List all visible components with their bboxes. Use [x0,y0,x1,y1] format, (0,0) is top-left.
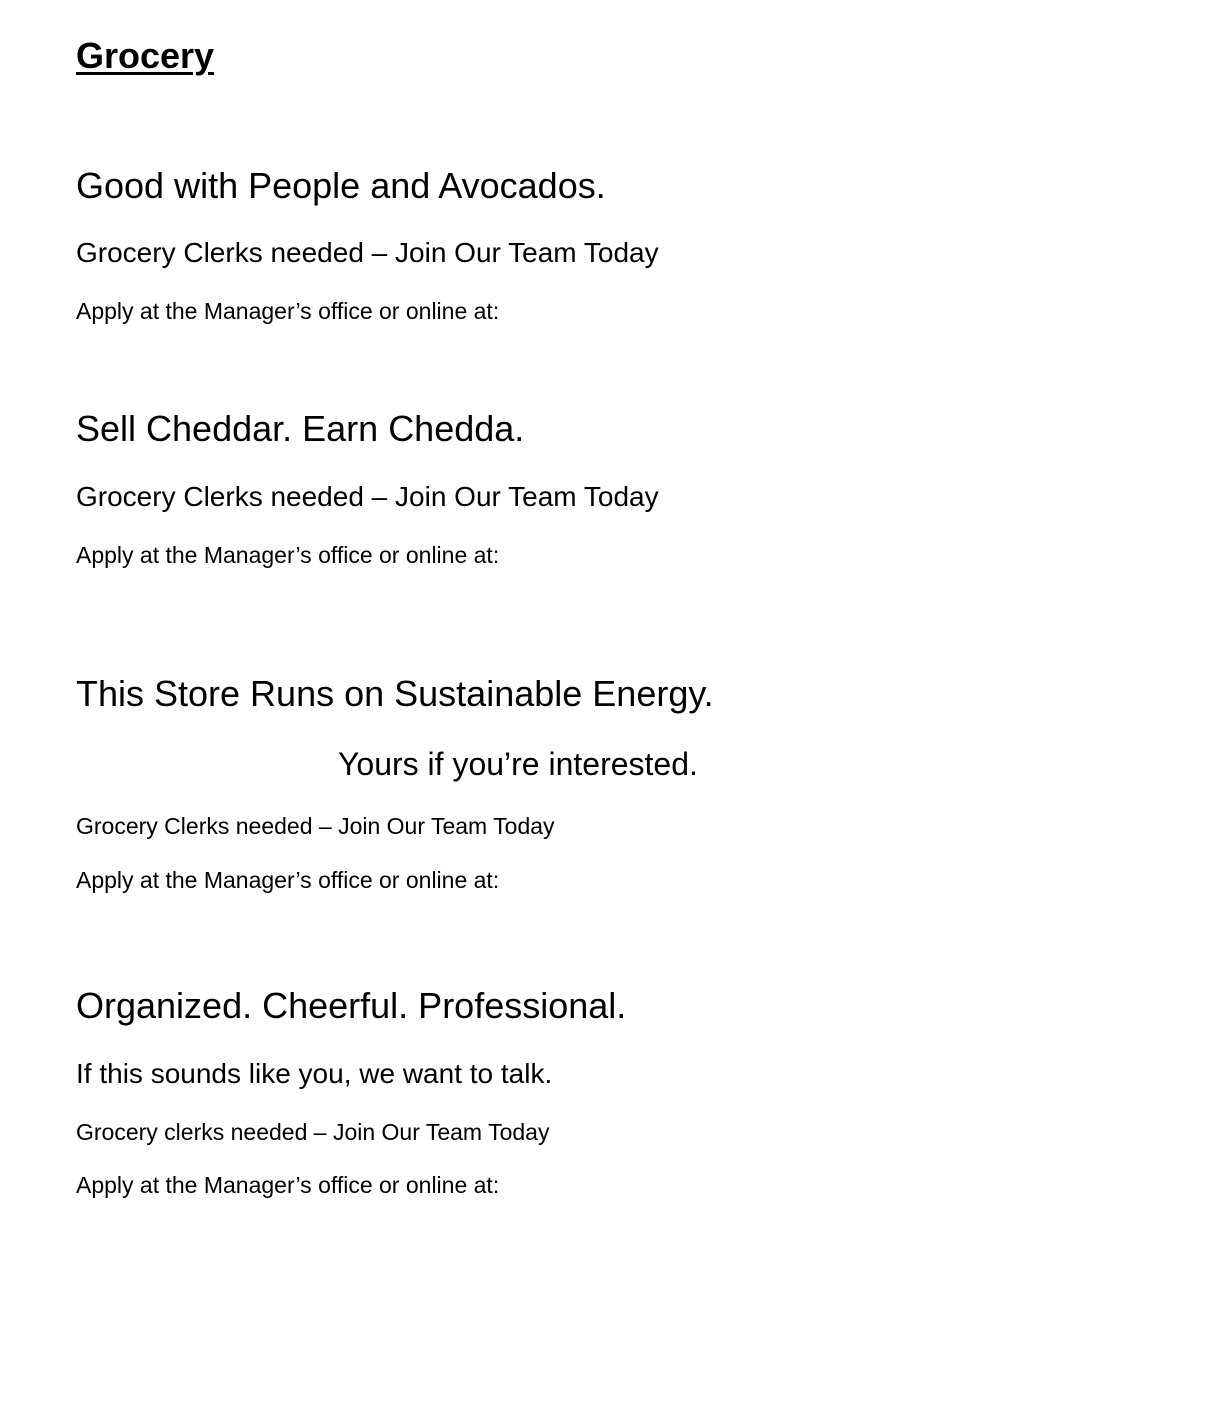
ad-2-subline: Grocery Clerks needed – Join Our Team Today [76,481,659,512]
ad-3-subline: Grocery Clerks needed – Join Our Team Today [76,813,555,839]
ad-3-tagline: Yours if you’re interested. [338,746,698,782]
ad-3-apply-text: Apply at the Manager’s office or online at: [76,867,500,893]
ad-3-headline: This Store Runs on Sustainable Energy. [76,673,714,714]
ad-2-headline: Sell Cheddar. Earn Chedda. [76,408,525,449]
ad-2-apply-text: Apply at the Manager’s office or online at: [76,542,500,568]
ad-4-headline: Organized. Cheerful. Professional. [76,985,627,1026]
document-title: Grocery [76,35,215,76]
ad-1-headline: Good with People and Avocados. [76,165,606,206]
ad-4-apply-text: Apply at the Manager’s office or online at: [76,1172,500,1198]
ad-1-apply-text: Apply at the Manager’s office or online at: [76,298,500,324]
ad-4-subline: Grocery clerks needed – Join Our Team Today [76,1119,550,1145]
ad-4-tagline: If this sounds like you, we want to talk. [76,1058,553,1089]
ad-1-subline: Grocery Clerks needed – Join Our Team Today [76,237,659,268]
